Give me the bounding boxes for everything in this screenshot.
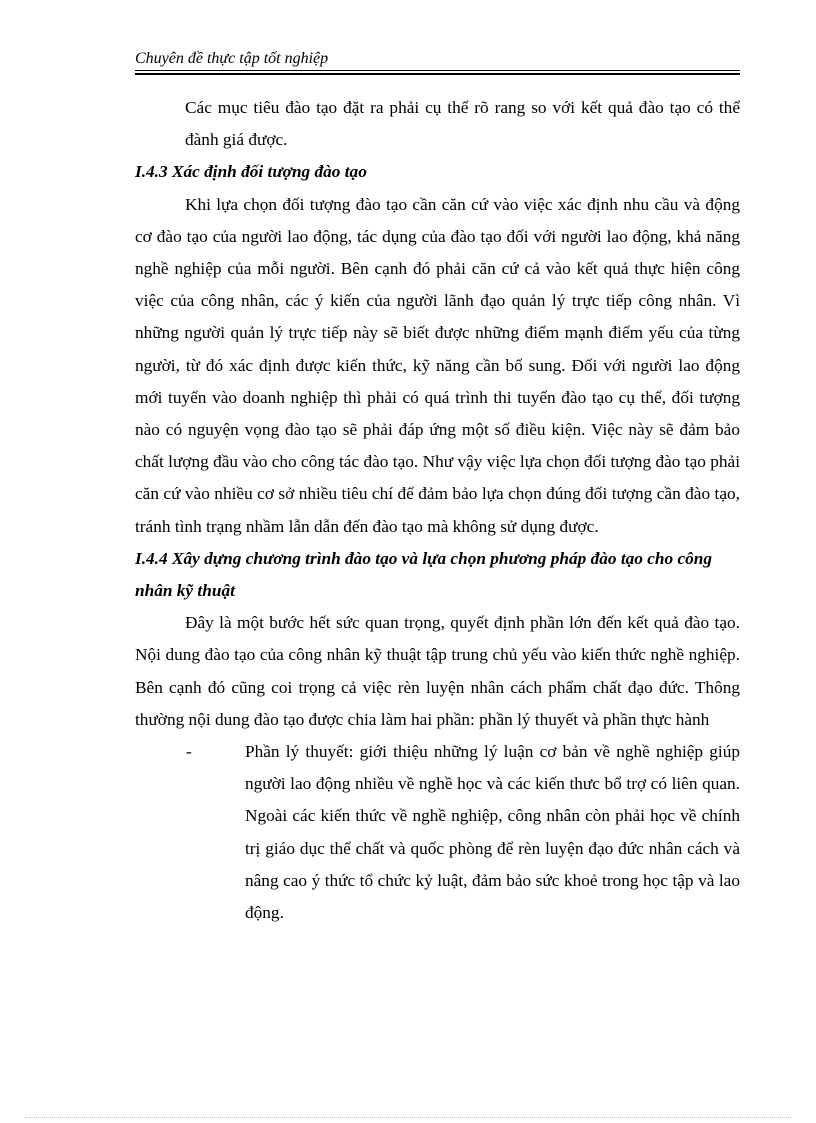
paragraph-objectives: Các mục tiêu đào tạo đặt ra phải cụ thể rõ rang so với kết quả đào tạo có thể đành giá được.: [185, 98, 740, 150]
page-header: [135, 49, 740, 69]
footer-rule: [25, 1117, 791, 1118]
paragraph-trainee-selection: Khi lựa chọn đối tượng đào tạo cần căn cứ vào việc xác định nhu cầu và động cơ đào tạo của người lao động, tác dụng của đào tạo đối với người lao động, khả năng nghề nghiệp của mỗi người. Bên cạnh đó phải căn cứ cả vào kết quả thực hiện công việc của công nhân, các ý kiến của người lãnh đạo quản lý trực tiếp công nhân. Vì những người quản lý trực tiếp này sẽ biết được những điểm mạnh điểm yếu của từng người, từ đó xác định được kiến thức, kỹ năng cần bổ sung. Đối với người lao động mới tuyển vào doanh nghiệp thì phải có quá trình thi tuyển đào tạo cụ thể, đối tượng nào có nguyện vọng đào tạo sẽ phải đáp ứng một số điều kiện. Việc này sẽ đảm bảo chất lượng đầu vào cho công tác đào tạo. Như vậy việc lựa chọn đối tượng đào tạo phải căn cứ vào nhiều cơ sở nhiều tiêu chí để đảm bảo lựa chọn đúng đối tượng cần đào tạo, tránh tình trạng nhầm lẫn dẫn đến đào tạo mà không sử dụng được.: [135, 194, 740, 536]
header-title: Chuyên đề thực tập tốt nghiệp: [135, 50, 329, 67]
section-heading-4-3: I.4.3 Xác định đối tượng đào tạo: [135, 162, 367, 182]
bullet-marker: -: [186, 742, 192, 762]
header-rule-thick: [135, 73, 740, 75]
bullet-text-theory: Phần lý thuyết: giới thiệu những lý luận cơ bản về nghề nghiệp giúp người lao động nhiều về nghề học và các kiến thưc bổ trợ có liên quan. Ngoài các kiến thức về nghề nghiệp, công nhân còn phải học về chính trị giáo dục thể chất và quốc phòng để rèn luyện đạo đức nhân cách và nâng cao ý thức tổ chức kỷ luật, đảm bảo sức khoẻ trong học tập và lao động.: [245, 742, 740, 923]
document-body: [135, 92, 740, 929]
section-heading-4-4: I.4.4 Xây dựng chương trình đào tạo và lựa chọn phương pháp đào tạo cho công nhân kỹ thuật: [135, 548, 713, 601]
header-rule-thin: [135, 70, 740, 71]
paragraph-training-program: Đây là một bước hết sức quan trọng, quyết định phần lớn đến kết quả đào tạo. Nội dung đào tạo của công nhân kỹ thuật tập trung chủ yếu vào kiến thức nghề nghiệp. Bên cạnh đó cũng coi trọng cả việc rèn luyện nhân cách phẩm chất đạo đức. Thông thường nội dung đào tạo được chia làm hai phần: phần lý thuyết và phần thực hành: [135, 613, 740, 729]
bullet-item-theory: [135, 736, 740, 929]
